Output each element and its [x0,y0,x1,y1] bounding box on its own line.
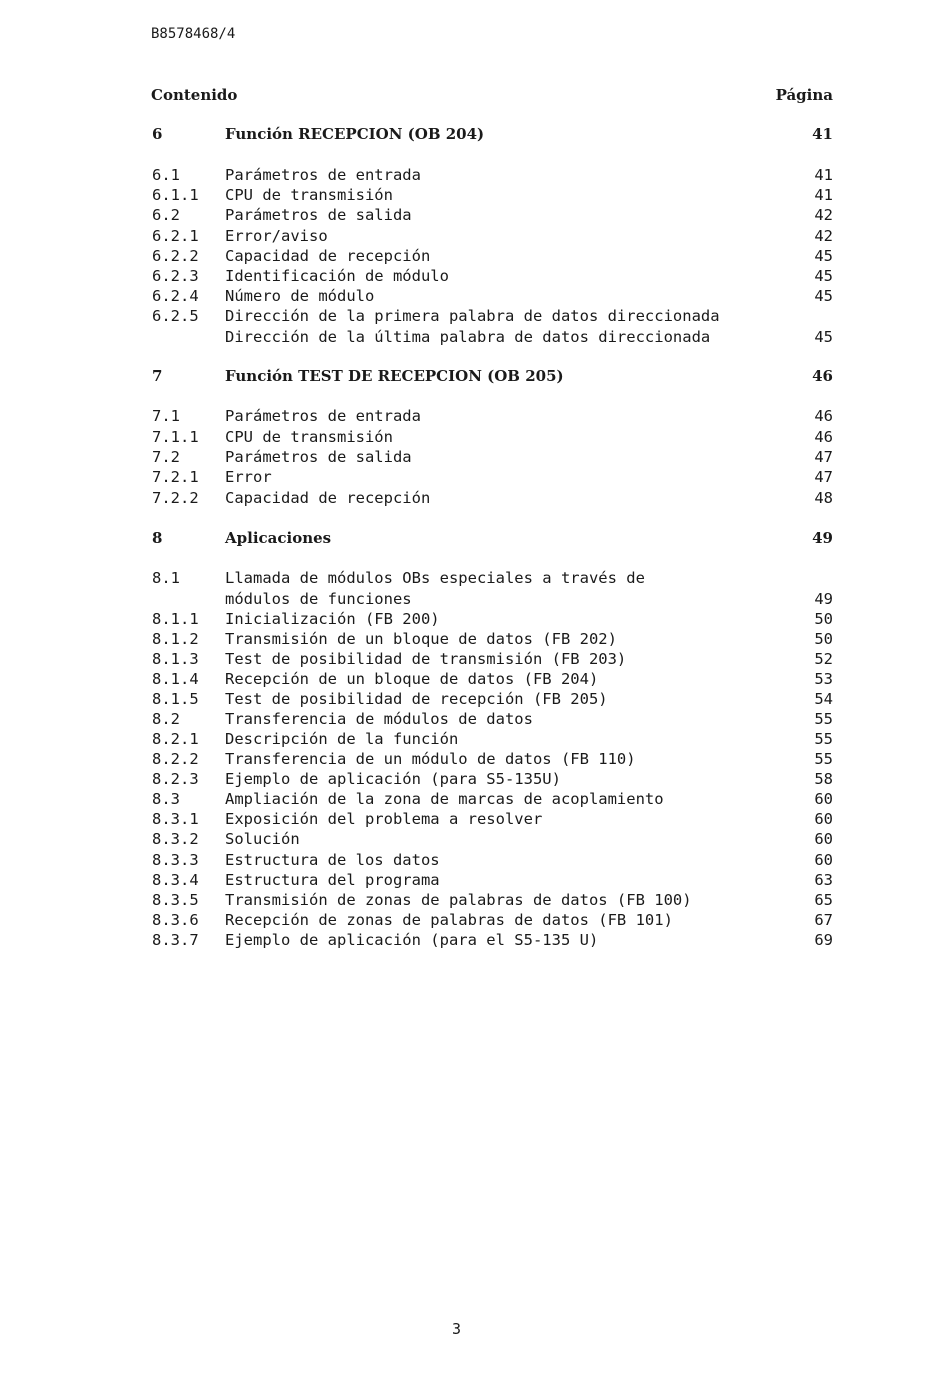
toc-entry-title: Estructura de los datos [225,851,440,869]
toc-entry-number: 8.1 [152,569,180,587]
toc-entry-title: Transferencia de módulos de datos [225,710,533,728]
toc-entry-title: CPU de transmisión [225,428,393,446]
toc-entry-number: 6 [152,125,163,143]
toc-entry-number: 7.2.2 [152,489,199,507]
toc-entry-page: 63 [814,871,833,889]
toc-entry-page: 45 [814,287,833,305]
toc-row [0,749,950,769]
toc-row [0,226,950,246]
toc-entry-number: 8.2 [152,710,180,728]
toc-row [0,769,950,789]
toc-entry-number: 6.2.5 [152,307,199,325]
toc-entry-page: 55 [814,730,833,748]
toc-entry-number: 8.3.7 [152,931,199,949]
toc-entry-page: 41 [812,125,833,143]
toc-row [0,205,950,225]
toc-entry-page: 60 [814,790,833,808]
toc-entry-page: 45 [814,328,833,346]
toc-entry-page: 50 [814,630,833,648]
toc-row [0,870,950,890]
toc-entry-title: Ejemplo de aplicación (para el S5-135 U) [225,931,599,949]
toc-row [0,406,950,426]
toc-entry-title: Parámetros de salida [225,206,412,224]
toc-entry-number: 8.3.1 [152,810,199,828]
toc-entry-number: 7.2.1 [152,468,199,486]
toc-entry-number: 8.3 [152,790,180,808]
toc-entry-title: Dirección de la última palabra de datos direccionada [225,328,711,346]
toc-entry-title: Exposición del problema a resolver [225,810,543,828]
toc-entry-title: Transferencia de un módulo de datos (FB 110) [225,750,636,768]
toc-row [0,427,950,447]
toc-entry-title: Transmisión de un bloque de datos (FB 202) [225,630,617,648]
toc-entry-number: 8.2.1 [152,730,199,748]
toc-entry-title: Función TEST DE RECEPCION (OB 205) [225,367,564,385]
toc-entry-title: Parámetros de salida [225,448,412,466]
toc-row [0,447,950,467]
toc-entry-page: 45 [814,247,833,265]
toc-entry-title: Estructura del programa [225,871,440,889]
toc-section-row [0,528,950,548]
toc-entry-title: CPU de transmisión [225,186,393,204]
toc-entry-number: 6.2.2 [152,247,199,265]
toc-entry-number: 8.1.5 [152,690,199,708]
toc-entry-title: Test de posibilidad de transmisión (FB 203) [225,650,627,668]
toc-entry-title: Función RECEPCION (OB 204) [225,125,485,143]
toc-entry-title: Número de módulo [225,287,375,305]
toc-row [0,809,950,829]
toc-entry-page: 45 [814,267,833,285]
toc-entry-number: 8.3.3 [152,851,199,869]
toc-row [0,729,950,749]
document-id: B8578468/4 [151,26,236,42]
toc-entry-page: 46 [814,428,833,446]
toc-entry-page: 60 [814,851,833,869]
page-number: 3 [452,1320,462,1338]
toc-row [0,850,950,870]
page-column-heading: Página [775,86,833,104]
toc-entry-page: 48 [814,489,833,507]
toc-row [0,930,950,950]
toc-entry-page: 54 [814,690,833,708]
toc-entry-title: Dirección de la primera palabra de datos direccionada [225,307,720,325]
toc-row [0,829,950,849]
toc-entry-page: 58 [814,770,833,788]
toc-entry-page: 47 [814,448,833,466]
toc-entry-page: 42 [814,227,833,245]
toc-entry-title: Llamada de módulos OBs especiales a través de [225,569,645,587]
toc-entry-number: 7 [152,367,163,385]
toc-entry-number: 7.1 [152,407,180,425]
toc-row [0,488,950,508]
toc-entry-number: 6.1 [152,166,180,184]
toc-entry-title: Ejemplo de aplicación (para S5-135U) [225,770,561,788]
toc-entry-title: Inicialización (FB 200) [225,610,440,628]
toc-entry-title: Transmisión de zonas de palabras de datos (FB 100) [225,891,692,909]
toc-row [0,185,950,205]
toc-entry-title: Aplicaciones [225,529,332,547]
toc-entry-number: 8.2.3 [152,770,199,788]
toc-entry-number: 8.3.4 [152,871,199,889]
toc-section-row [0,366,950,386]
toc-entry-page: 55 [814,750,833,768]
toc-entry-page: 41 [814,186,833,204]
toc-entry-title: Parámetros de entrada [225,407,421,425]
toc-row [0,165,950,185]
toc-entry-page: 42 [814,206,833,224]
toc-entry-number: 8.3.5 [152,891,199,909]
toc-row [0,609,950,629]
toc-row [0,890,950,910]
toc-entry-page: 53 [814,670,833,688]
toc-entry-number: 6.2.1 [152,227,199,245]
toc-entry-title: Descripción de la función [225,730,459,748]
toc-row [0,306,950,326]
toc-entry-title: Parámetros de entrada [225,166,421,184]
toc-row [0,327,950,347]
toc-row [0,266,950,286]
toc-entry-page: 46 [812,367,833,385]
toc-entry-number: 7.2 [152,448,180,466]
toc-entry-title: Recepción de un bloque de datos (FB 204) [225,670,599,688]
toc-row [0,568,950,588]
toc-row [0,467,950,487]
toc-section-row [0,124,950,144]
toc-entry-title: Error [225,468,272,486]
toc-entry-number: 6.2.3 [152,267,199,285]
toc-entry-title: Capacidad de recepción [225,489,431,507]
toc-entry-title: Identificación de módulo [225,267,449,285]
toc-entry-page: 41 [814,166,833,184]
contents-heading: Contenido [151,86,238,104]
toc-entry-number: 8.3.2 [152,830,199,848]
toc-entry-number: 8.1.3 [152,650,199,668]
toc-entry-page: 47 [814,468,833,486]
toc-entry-page: 50 [814,610,833,628]
toc-row [0,669,950,689]
toc-row [0,709,950,729]
toc-entry-page: 55 [814,710,833,728]
toc-row [0,789,950,809]
toc-entry-number: 8.3.6 [152,911,199,929]
toc-entry-page: 46 [814,407,833,425]
toc-entry-page: 60 [814,830,833,848]
toc-entry-number: 8.1.4 [152,670,199,688]
toc-entry-number: 8 [152,529,163,547]
toc-entry-title: módulos de funciones [225,590,412,608]
toc-entry-page: 69 [814,931,833,949]
toc-entry-number: 8.1.2 [152,630,199,648]
toc-entry-number: 6.1.1 [152,186,199,204]
toc-entry-title: Solución [225,830,300,848]
toc-row [0,629,950,649]
toc-row [0,910,950,930]
toc-entry-title: Error/aviso [225,227,328,245]
toc-entry-page: 60 [814,810,833,828]
toc-row [0,286,950,306]
toc-entry-title: Capacidad de recepción [225,247,431,265]
toc-entry-number: 6.2 [152,206,180,224]
toc-row [0,246,950,266]
toc-entry-number: 8.1.1 [152,610,199,628]
toc-entry-page: 49 [812,529,833,547]
toc-entry-title: Recepción de zonas de palabras de datos (FB 101) [225,911,673,929]
toc-entry-page: 65 [814,891,833,909]
toc-entry-number: 7.1.1 [152,428,199,446]
toc-entry-page: 67 [814,911,833,929]
toc-entry-page: 49 [814,590,833,608]
toc-row [0,689,950,709]
toc-row [0,649,950,669]
toc-entry-title: Ampliación de la zona de marcas de acoplamiento [225,790,664,808]
toc-entry-page: 52 [814,650,833,668]
toc-entry-title: Test de posibilidad de recepción (FB 205) [225,690,608,708]
toc-entry-number: 6.2.4 [152,287,199,305]
toc-row [0,589,950,609]
toc-entry-number: 8.2.2 [152,750,199,768]
